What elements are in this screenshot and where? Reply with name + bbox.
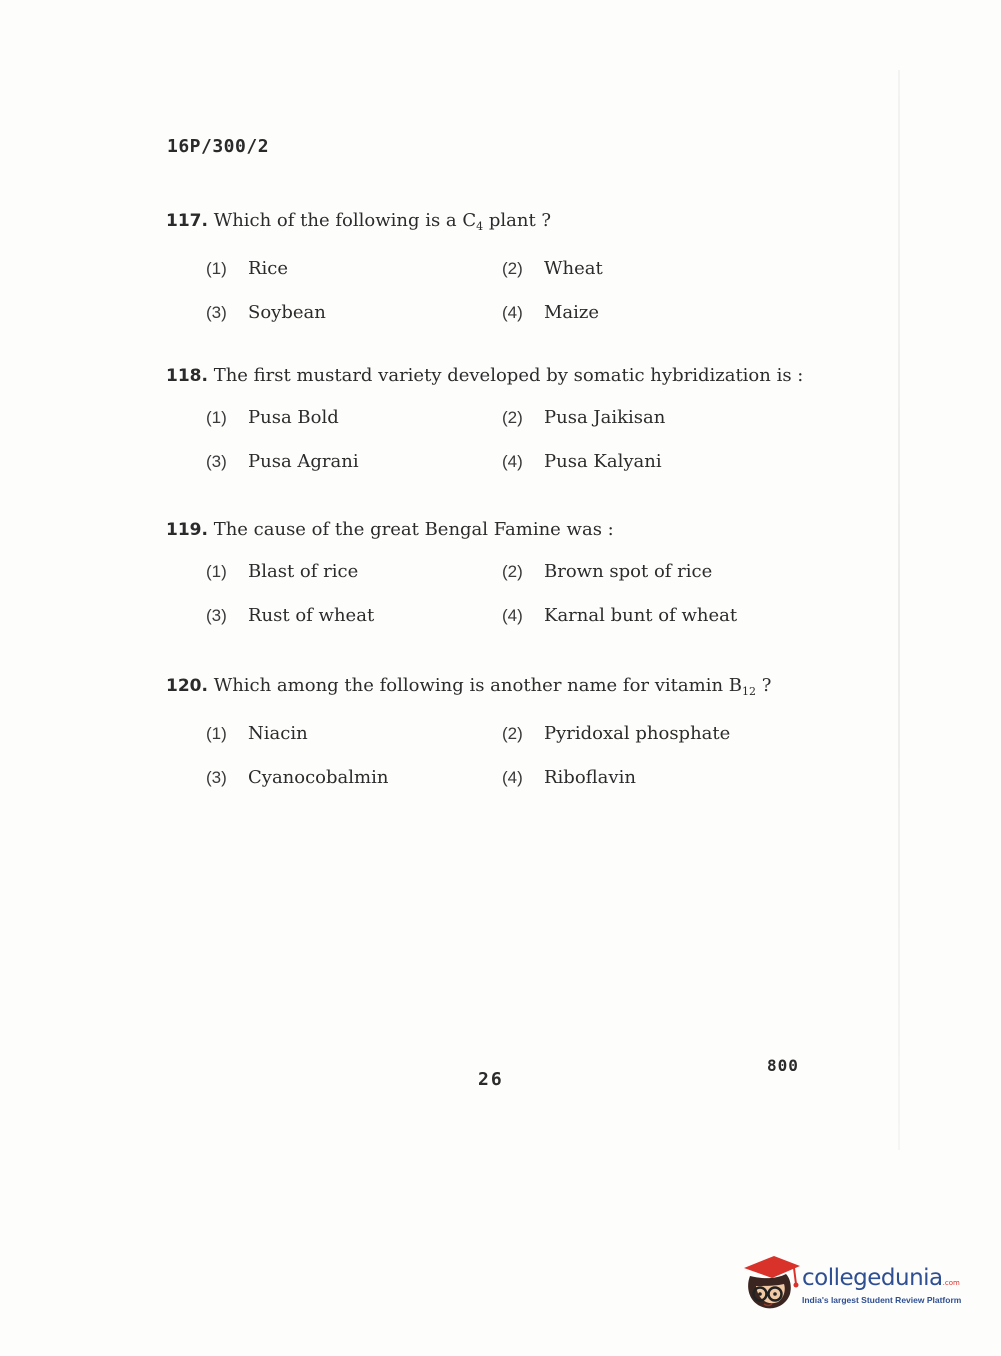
option-text: Karnal bunt of wheat bbox=[544, 605, 738, 626]
option-text: Rice bbox=[248, 258, 289, 279]
question-text-end: ? bbox=[756, 675, 772, 696]
option-text: Wheat bbox=[544, 258, 603, 279]
option-2 bbox=[502, 560, 762, 584]
question-number: 118. bbox=[166, 366, 208, 386]
option-text: Pusa Bold bbox=[248, 407, 339, 428]
question-119 bbox=[166, 518, 806, 628]
option-1 bbox=[206, 406, 502, 430]
watermark-brand: collegedunia bbox=[802, 1265, 943, 1291]
option-text: Blast of rice bbox=[248, 561, 359, 582]
option-number: (2) bbox=[502, 724, 523, 743]
options-grid bbox=[206, 722, 806, 790]
option-text: Riboflavin bbox=[544, 767, 636, 788]
watermark-brand-suffix: .com bbox=[942, 1279, 960, 1287]
option-text: Pusa Jaikisan bbox=[544, 407, 666, 428]
option-number: (4) bbox=[502, 303, 523, 322]
question-number: 119. bbox=[166, 520, 208, 540]
subscript: 4 bbox=[476, 220, 484, 233]
graduate-mascot-icon bbox=[740, 1252, 800, 1318]
options-grid bbox=[206, 406, 806, 474]
question-text: Which among the following is another name for vitamin B bbox=[213, 675, 742, 696]
option-number: (1) bbox=[206, 259, 227, 278]
option-4 bbox=[502, 604, 762, 628]
question-text: The first mustard variety developed by somatic hybridization is : bbox=[213, 365, 804, 386]
option-text: Cyanocobalmin bbox=[248, 767, 389, 788]
option-4 bbox=[502, 766, 762, 790]
question-120 bbox=[166, 674, 806, 790]
option-number: (4) bbox=[502, 768, 523, 787]
question-text: Which of the following is a C bbox=[213, 210, 477, 231]
options-grid bbox=[206, 560, 806, 628]
option-number: (3) bbox=[206, 452, 227, 471]
collegedunia-watermark bbox=[740, 1250, 975, 1320]
question-117 bbox=[166, 209, 806, 325]
option-number: (3) bbox=[206, 768, 227, 787]
option-4 bbox=[502, 301, 762, 325]
option-3 bbox=[206, 450, 502, 474]
question-number: 120. bbox=[166, 676, 208, 696]
option-number: (2) bbox=[502, 562, 523, 581]
option-number: (4) bbox=[502, 606, 523, 625]
watermark-tagline: India's largest Student Review Platform bbox=[802, 1295, 962, 1305]
option-number: (3) bbox=[206, 303, 227, 322]
option-2 bbox=[502, 257, 762, 281]
option-number: (1) bbox=[206, 724, 227, 743]
option-1 bbox=[206, 722, 502, 746]
question-stem bbox=[166, 518, 806, 542]
option-text: Niacin bbox=[248, 723, 308, 744]
question-stem bbox=[166, 364, 806, 388]
option-text: Soybean bbox=[248, 302, 326, 323]
option-text: Pusa Agrani bbox=[248, 451, 359, 472]
page-number: 26 bbox=[478, 1069, 504, 1090]
option-text: Maize bbox=[544, 302, 600, 323]
subscript: 12 bbox=[742, 685, 756, 698]
option-number: (2) bbox=[502, 408, 523, 427]
option-number: (1) bbox=[206, 408, 227, 427]
question-stem bbox=[166, 209, 806, 239]
option-3 bbox=[206, 766, 502, 790]
option-number: (1) bbox=[206, 562, 227, 581]
option-text: Pusa Kalyani bbox=[544, 451, 662, 472]
option-number: (4) bbox=[502, 452, 523, 471]
option-number: (2) bbox=[502, 259, 523, 278]
option-3 bbox=[206, 301, 502, 325]
watermark-brand-row bbox=[802, 1265, 961, 1291]
option-2 bbox=[502, 406, 762, 430]
option-text: Rust of wheat bbox=[248, 605, 375, 626]
page-code: 800 bbox=[767, 1056, 799, 1075]
option-2 bbox=[502, 722, 762, 746]
question-118 bbox=[166, 364, 806, 474]
option-text: Brown spot of rice bbox=[544, 561, 713, 582]
option-number: (3) bbox=[206, 606, 227, 625]
question-number: 117. bbox=[166, 211, 208, 231]
question-text: The cause of the great Bengal Famine was : bbox=[213, 519, 614, 540]
watermark-text bbox=[802, 1265, 961, 1305]
option-1 bbox=[206, 257, 502, 281]
scan-edge-divider bbox=[898, 70, 900, 1150]
question-stem bbox=[166, 674, 806, 704]
paper-code: 16P/300/2 bbox=[167, 136, 270, 157]
question-text-end: plant ? bbox=[483, 210, 552, 231]
option-text: Pyridoxal phosphate bbox=[544, 723, 731, 744]
option-3 bbox=[206, 604, 502, 628]
options-grid bbox=[206, 257, 806, 325]
option-4 bbox=[502, 450, 762, 474]
option-1 bbox=[206, 560, 502, 584]
